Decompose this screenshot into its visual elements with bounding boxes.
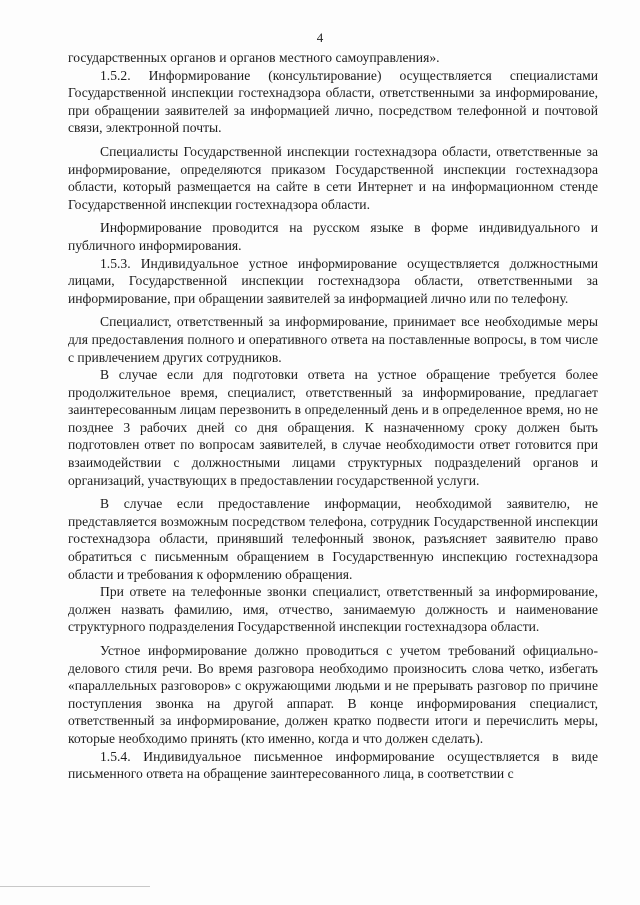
paragraph-phone-calls: При ответе на телефонные звонки специалист, ответственный за информирование, должен назвать фамилию, имя, отчество, занимаемую должность и наименование структурного подразделения Государственной инспекции гостехнадзора области. bbox=[68, 584, 598, 635]
paragraph-longer-time: В случае если для подготовки ответа на устное обращение требуется более продолжительное время, специалист, ответственный за информирование, предлагает заинтересованным лицам перезвонить в определенный день и в определенное время, но не позднее 3 рабочих дней со дня обращения. К назначенному сроку должен быть подготовлен ответ по вопросам заявителей, в случае необходимости ответ готовится при взаимодействии с должностными лицами структурных подразделений органов и организаций, участвующих в предоставлении государственной услуги. bbox=[68, 367, 598, 488]
paragraph-specialists: Специалисты Государственной инспекции гостехнадзора области, ответственные за информирование, определяются приказом Государственной инспекции гостехнадзора области, который размещается на сайте в сети Интернет и на информационном стенде Государственной инспекции гостехнадзора области. bbox=[68, 143, 598, 212]
paragraph-1-5-4: 1.5.4. Индивидуальное письменное информирование осуществляется в виде письменного ответа на обращение заинтересованного лица, в соответствии с bbox=[68, 748, 598, 782]
paragraph-continuation: государственных органов и органов местного самоуправления». bbox=[68, 50, 440, 65]
paragraph-specialist-measures: Специалист, ответственный за информирование, принимает все необходимые меры для предоставления полного и оперативного ответа на поставленные вопросы, в том числе с привлечением других сотрудников. bbox=[68, 314, 598, 365]
paragraph-1-5-3: 1.5.3. Индивидуальное устное информирование осуществляется должностными лицами, Государственной инспекции гостехнадзора области, ответственными за информирование, при обращении заявителей за информацией лично или по телефону. bbox=[68, 255, 598, 306]
document-body bbox=[68, 49, 598, 783]
paragraph-written-appeal: В случае если предоставление информации, необходимой заявителю, не представляется возможным посредством телефона, сотрудник Государственной инспекции гостехнадзора области, принявший телефонный звонок, разъясняет заявителю право обратиться с письменным обращением в Государственную инспекцию гостехнадзора области и требования к оформлению обращения. bbox=[68, 496, 598, 582]
paragraph-1-5-2: 1.5.2. Информирование (консультирование) осуществляется специалистами Государственной инспекции гостехнадзора области, ответственными за информирование, при обращении заявителей за информацией лично, посредством телефонной и почтовой связи, электронной почты. bbox=[68, 67, 598, 136]
scan-edge-line bbox=[0, 886, 150, 887]
paragraph-language: Информирование проводится на русском языке в форме индивидуального и публичного информирования. bbox=[68, 220, 598, 253]
paragraph-oral-style: Устное информирование должно проводиться с учетом требований официально-делового стиля речи. Во время разговора необходимо произносить слова четко, избегать «параллельных разговоров» с окружающими людьми и не прерывать разговор по причине поступления звонка на другой аппарат. В конце информирования специалист, ответственный за информирование, должен кратко подвести итоги и перечислить меры, которые необходимо принять (кто именно, когда и что должен сделать). bbox=[68, 643, 598, 746]
page-number: 4 bbox=[316, 30, 324, 45]
